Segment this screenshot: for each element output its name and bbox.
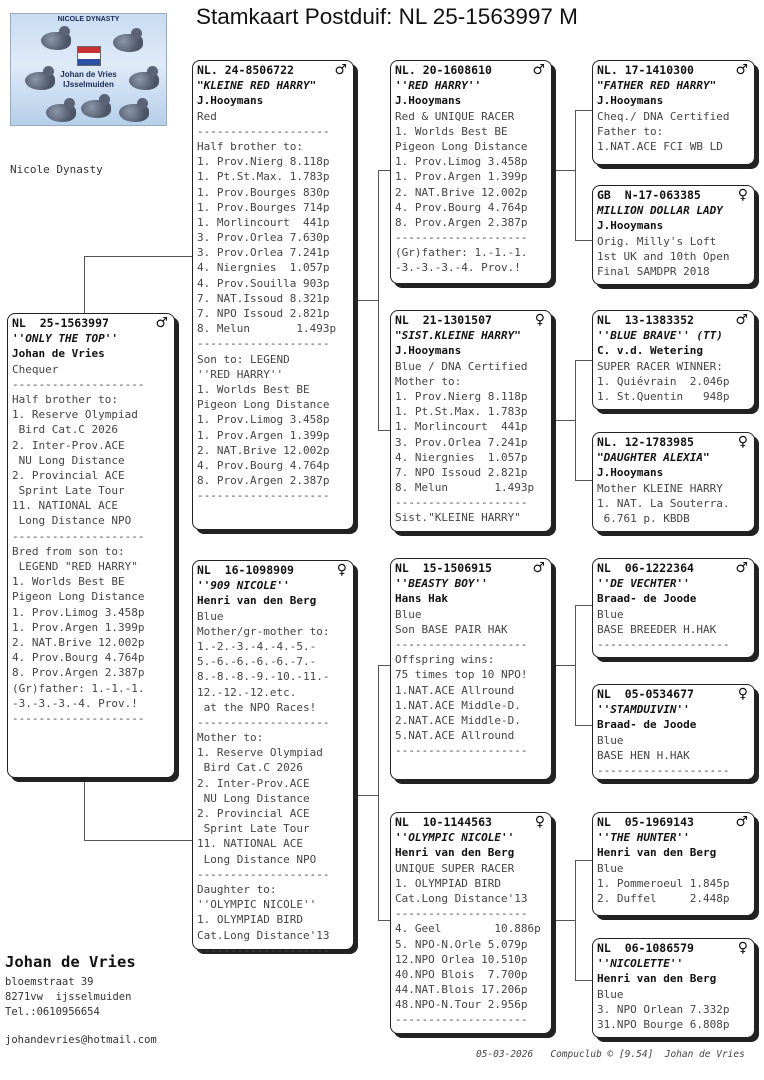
card-text-line: 8. Melun 1.493p	[395, 481, 535, 495]
ring-text: NL. 12-1783985	[597, 435, 694, 449]
card-text-line: UNIQUE SUPER RACER	[395, 861, 515, 875]
owner-phone: Tel.:0610956654	[5, 1006, 100, 1019]
ring-number	[597, 687, 750, 702]
card-text-line: --------------------	[12, 377, 145, 391]
breeder-name: Braad- de Joode	[597, 592, 697, 606]
ring-number	[597, 313, 750, 328]
card-text-line: Blue	[597, 607, 624, 621]
card-text-line: --------------------	[197, 943, 330, 957]
card-lines	[597, 702, 750, 778]
ring-number	[597, 435, 750, 450]
card-text-line: Bird Cat.C 2026	[12, 423, 118, 437]
card-text-line: Offspring wins:	[395, 653, 495, 667]
ring-number	[395, 815, 547, 830]
ring-text: GB N-17-063385	[597, 188, 701, 202]
card-text-line: Red & UNIQUE RACER	[395, 109, 515, 123]
print-info: 05-03-2026 Compuclub © [9.54] Johan de Vries	[476, 1049, 745, 1060]
card-text-line: 7. NPO Issoud 2.821p	[197, 307, 330, 320]
card-text-line: Half brother to:	[12, 392, 118, 406]
card-text-line: 2. NAT.Brive 12.002p	[395, 185, 528, 199]
card-text-line: ''RED HARRY''	[197, 367, 284, 381]
card-text-line: Sist."KLEINE HARRY"	[395, 511, 521, 525]
card-text-line: 1. St.Quentin 948p	[597, 389, 730, 403]
breeder-name: J.Hooymans	[597, 94, 664, 108]
card-text-line: 2. Provincial ACE	[12, 468, 125, 482]
card-text-line: Pigeon Long Distance	[197, 398, 330, 412]
card-text-line: 48.NPO-N.Tour 2.956p	[395, 998, 528, 1012]
card-text-line: Father to:	[597, 124, 664, 138]
card-text-line: at the NPO Races!	[197, 700, 317, 714]
breeder-name: J.Hooymans	[197, 94, 264, 108]
male-symbol-icon: ♂	[155, 315, 168, 331]
card-text-line: 4. Niergnies 1.057p	[197, 261, 330, 275]
card-text-line: 2. Inter-Prov.ACE	[12, 438, 125, 452]
card-text-line: --------------------	[12, 529, 145, 543]
female-symbol-icon: ♀	[737, 940, 748, 956]
ring-text: NL 05-1969143	[597, 815, 694, 829]
ring-text: NL 21-1301507	[395, 313, 492, 327]
pedigree-connector	[552, 665, 575, 666]
pedigree-connector	[378, 430, 390, 431]
pedigree-connector	[552, 420, 575, 421]
card-text-line: 8. Prov.Argen 2.387p	[197, 474, 330, 488]
pigeon-name: ''OLYMPIC NICOLE''	[395, 831, 515, 845]
card-text-line: Mother KLEINE HARRY	[597, 481, 723, 495]
male-symbol-icon: ♂	[334, 62, 347, 78]
card-text-line: Mother to:	[197, 731, 264, 745]
pigeon-card-fff	[592, 60, 755, 165]
card-text-line: Blue	[597, 987, 624, 1001]
logo-name: Johan de Vries	[60, 70, 117, 79]
card-text-line: 1. OLYMPIAD BIRD	[197, 913, 303, 927]
card-lines	[197, 78, 349, 503]
card-lines	[395, 78, 547, 275]
pedigree-connector	[575, 605, 592, 606]
ring-text: NL 06-1222364	[597, 561, 694, 575]
card-text-line: 1. Reserve Olympiad	[197, 746, 323, 760]
card-text-line: Daughter to:	[197, 882, 277, 896]
pedigree-connector	[378, 920, 390, 921]
ring-text: NL 15-1506915	[395, 561, 492, 575]
male-symbol-icon: ♂	[735, 312, 748, 328]
pigeon-name: ''ONLY THE TOP''	[12, 332, 118, 346]
card-text-line: Blue	[197, 609, 224, 623]
card-text-line: Blue / DNA Certified	[395, 359, 528, 373]
pigeon-icon	[113, 34, 143, 52]
breeder-name: J.Hooymans	[597, 466, 664, 480]
card-lines	[597, 203, 750, 279]
owner-email[interactable]: johandevries@hotmail.com	[5, 1034, 157, 1046]
owner-name: Johan de Vries	[5, 953, 136, 971]
pigeon-card-mff	[592, 558, 755, 658]
pedigree-connector	[575, 110, 576, 240]
male-symbol-icon: ♂	[532, 62, 545, 78]
pigeon-card-father	[192, 60, 354, 530]
ring-number	[597, 815, 750, 830]
card-text-line: Cat.Long Distance'13	[395, 891, 528, 905]
card-text-line: 8.-8.-8.-9.-10.-11.-	[197, 670, 330, 684]
ring-number	[597, 941, 750, 956]
pigeon-name: ''NICOLETTE''	[597, 957, 684, 971]
pedigree-connector	[378, 665, 390, 666]
card-text-line: 1.NAT.ACE Middle-D.	[395, 698, 521, 712]
ring-number	[395, 561, 547, 576]
pedigree-connector	[575, 360, 576, 480]
card-lines	[197, 578, 349, 958]
breeder-name: Henri van den Berg	[395, 846, 515, 860]
card-text-line: 4. Prov.Bourg 4.764p	[395, 200, 528, 214]
breeder-name: J.Hooymans	[597, 219, 664, 233]
card-text-line: --------------------	[597, 763, 730, 777]
pigeon-name: ''THE HUNTER''	[597, 831, 690, 845]
card-text-line: Son BASE PAIR HAK	[395, 622, 508, 636]
pedigree-connector	[552, 920, 575, 921]
card-text-line: --------------------	[395, 231, 528, 245]
card-text-line: 1. Pt.St.Max. 1.783p	[197, 170, 330, 184]
pedigree-connector	[378, 665, 379, 920]
owner-info	[5, 953, 136, 1021]
card-text-line: 1. Quiévrain 2.046p	[597, 374, 730, 388]
page-title: Stamkaart Postduif: NL 25-1563997 M	[196, 4, 578, 29]
breeder-name: J.Hooymans	[395, 344, 462, 358]
card-text-line: 4. Prov.Souilla 903p	[197, 276, 330, 290]
card-text-line: Bird Cat.C 2026	[197, 761, 303, 775]
card-text-line: 2.NAT.ACE Middle-D.	[395, 713, 521, 727]
card-text-line: 8. Prov.Argen 2.387p	[12, 666, 145, 680]
pedigree-connector	[378, 170, 379, 430]
card-text-line: --------------------	[197, 124, 330, 138]
card-text-line: 12.-12.-12.etc.	[197, 685, 297, 699]
ring-text: NL 13-1383352	[597, 313, 694, 327]
card-text-line: Long Distance NPO	[197, 852, 317, 866]
card-text-line: 1. NAT. La Souterra.	[597, 496, 730, 510]
ring-number	[197, 63, 349, 78]
card-text-line: Mother/gr-mother to:	[197, 624, 330, 638]
pedigree-connector	[575, 110, 592, 111]
pedigree-connector	[575, 480, 592, 481]
logo-title: NICOLE DYNASTY	[57, 16, 120, 23]
card-text-line: 1.NAT.ACE FCI WB LD	[597, 139, 723, 153]
card-text-line: 7. NPO Issoud 2.821p	[395, 465, 528, 479]
ring-text: NL. 17-1410300	[597, 63, 694, 77]
ring-text: NL. 24-8506722	[197, 63, 294, 77]
card-text-line: 4. Prov.Bourg 4.764p	[12, 651, 145, 665]
card-text-line: 1. Prov.Limog 3.458p	[395, 155, 528, 169]
pedigree-connector	[354, 795, 378, 796]
pigeon-name: ''RED HARRY''	[395, 79, 482, 93]
ring-text: NL 10-1144563	[395, 815, 492, 829]
card-text-line: 5.-6.-6.-6.-6.-7.-	[197, 655, 317, 669]
pigeon-name: ''BLUE BRAVE'' (TT)	[597, 329, 723, 343]
ring-number	[597, 188, 750, 203]
ring-text: NL 05-0534677	[597, 687, 694, 701]
male-symbol-icon: ♂	[735, 62, 748, 78]
card-text-line: Blue	[597, 733, 624, 747]
card-text-line: 2. Duffel 2.448p	[597, 891, 730, 905]
card-text-line: 11. NATIONAL ACE	[197, 837, 303, 851]
card-text-line: 1. Morlincourt 441p	[395, 420, 528, 434]
female-symbol-icon: ♀	[534, 814, 545, 830]
pigeon-icon	[129, 72, 159, 90]
ring-number	[395, 63, 547, 78]
card-text-line: 8. Prov.Argen 2.387p	[395, 215, 528, 229]
breeder-name: Johan de Vries	[12, 347, 105, 361]
card-text-line: --------------------	[597, 637, 730, 651]
card-text-line: 1. Prov.Limog 3.458p	[12, 605, 145, 619]
pigeon-name: ''DE VECHTER''	[597, 577, 690, 591]
card-text-line: 1. OLYMPIAD BIRD	[395, 876, 501, 890]
pigeon-card-ffm	[592, 185, 755, 285]
pigeon-card-fm	[390, 310, 552, 532]
ring-number	[395, 313, 547, 328]
female-symbol-icon: ♀	[336, 562, 347, 578]
card-text-line: --------------------	[197, 867, 330, 881]
breeder-name: Hans Hak	[395, 592, 448, 606]
card-text-line: 4. Prov.Bourg 4.764p	[197, 458, 330, 472]
card-text-line: 4. Geel 10.886p	[395, 922, 541, 936]
card-text-line: --------------------	[197, 337, 330, 351]
female-symbol-icon: ♀	[737, 686, 748, 702]
card-text-line: 1.NAT.ACE Allround	[395, 683, 515, 697]
card-text-line: (Gr)father: 1.-1.-1.	[395, 246, 528, 260]
breeder-name: Henri van den Berg	[597, 972, 717, 986]
pigeon-name: ''BEASTY BOY''	[395, 577, 488, 591]
card-text-line: NU Long Distance	[197, 791, 310, 805]
card-text-line: 1. Prov.Bourges 830p	[197, 185, 330, 199]
card-text-line: 4. Niergnies 1.057p	[395, 450, 528, 464]
card-text-line: BASE BREEDER H.HAK	[597, 622, 717, 636]
ring-text: NL 16-1098909	[197, 563, 294, 577]
nicole-dynasty-logo	[10, 13, 167, 126]
pedigree-connector	[378, 170, 390, 171]
pedigree-connector	[575, 725, 592, 726]
card-text-line: --------------------	[395, 907, 528, 921]
female-symbol-icon: ♀	[737, 434, 748, 450]
male-symbol-icon: ♂	[532, 560, 545, 576]
card-text-line: 1. Prov.Argen 1.399p	[197, 428, 330, 442]
card-text-line: 6.761 p. KBDB	[597, 511, 690, 525]
owner-address: bloemstraat 39	[5, 976, 94, 988]
card-text-line: --------------------	[395, 1013, 528, 1027]
card-text-line: -3.-3.-3.-4. Prov.!	[395, 261, 521, 275]
card-text-line: 1. Pommeroeul 1.845p	[597, 876, 730, 890]
card-lines	[597, 450, 750, 526]
card-text-line: --------------------	[197, 489, 330, 503]
card-text-line: 3. Prov.Orlea 7.630p	[197, 231, 330, 245]
pigeon-name: "KLEINE RED HARRY"	[197, 79, 317, 93]
pedigree-connector	[575, 980, 592, 981]
card-text-line: -3.-3.-3.-4. Prov.!	[12, 696, 138, 710]
ring-text: NL 06-1086579	[597, 941, 694, 955]
pedigree-connector	[575, 860, 592, 861]
card-text-line: (Gr)father: 1.-1.-1.	[12, 681, 145, 695]
card-text-line: 44.NAT.Blois 17.206p	[395, 983, 528, 997]
breeder-name: Henri van den Berg	[197, 594, 317, 608]
card-text-line: 7. NAT.Issoud 8.321p	[197, 291, 330, 305]
owner-city: 8271vw ijsselmuiden	[5, 991, 132, 1004]
pedigree-connector	[575, 860, 576, 980]
card-text-line: 5.NAT.ACE Allround	[395, 729, 515, 743]
pigeon-name: MILLION DOLLAR LADY	[597, 204, 723, 218]
card-text-line: Mother to:	[395, 374, 462, 388]
card-lines	[395, 328, 547, 525]
card-text-line: 1. Pt.St.Max. 1.783p	[395, 405, 528, 419]
flag-icon	[77, 46, 101, 66]
card-text-line: Chequer	[12, 362, 59, 376]
pigeon-icon	[46, 104, 76, 122]
card-lines	[12, 331, 170, 726]
card-text-line: Cat.Long Distance'13	[197, 928, 330, 942]
card-lines	[395, 576, 547, 758]
breeder-name: Braad- de Joode	[597, 718, 697, 732]
card-text-line: 75 times top 10 NPO!	[395, 668, 528, 682]
pigeon-card-mother	[192, 560, 354, 957]
pigeon-card-mf	[390, 558, 552, 780]
pedigree-connector	[84, 778, 85, 840]
card-text-line: 1. Worlds Best BE	[12, 575, 125, 589]
card-text-line: Bred from son to:	[12, 544, 125, 558]
pigeon-card-mm	[390, 812, 552, 1034]
card-lines	[597, 576, 750, 652]
card-text-line: 1. Prov.Argen 1.399p	[12, 620, 145, 634]
card-text-line: Blue	[597, 861, 624, 875]
card-text-line: 1. Prov.Argen 1.399p	[395, 170, 528, 184]
card-text-line: 1.-2.-3.-4.-4.-5.-	[197, 639, 317, 653]
card-text-line: 12.NPO Orlea 10.510p	[395, 952, 528, 966]
card-text-line: 3. Prov.Orlea 7.241p	[197, 246, 330, 260]
breeder-name: C. v.d. Wetering	[597, 344, 703, 358]
card-text-line: Half brother to:	[197, 139, 303, 153]
pigeon-card-mmm	[592, 938, 755, 1038]
card-text-line: --------------------	[395, 637, 528, 651]
card-text-line: 1. Worlds Best BE	[197, 382, 310, 396]
pedigree-connector	[575, 360, 592, 361]
card-lines	[597, 78, 750, 154]
male-symbol-icon: ♂	[735, 560, 748, 576]
card-text-line: 2. Inter-Prov.ACE	[197, 776, 310, 790]
card-text-line: 1. Prov.Nierg 8.118p	[197, 155, 330, 169]
card-text-line: Sprint Late Tour	[12, 484, 125, 498]
card-text-line: 1. Prov.Bourges 714p	[197, 200, 330, 214]
card-lines	[597, 328, 750, 404]
card-text-line: Pigeon Long Distance	[395, 139, 528, 153]
owner-tag: Nicole Dynasty	[10, 163, 103, 176]
pigeon-name: ''STAMDUIVIN''	[597, 703, 690, 717]
pigeon-name: "DAUGHTER ALEXIA"	[597, 451, 710, 465]
card-lines	[597, 830, 750, 906]
card-text-line: BASE HEN H.HAK	[597, 748, 690, 762]
card-text-line: 2. NAT.Brive 12.002p	[197, 443, 330, 457]
card-text-line: NU Long Distance	[12, 453, 125, 467]
card-text-line: 11. NATIONAL ACE	[12, 499, 118, 513]
card-lines	[597, 956, 750, 1032]
pigeon-icon	[41, 32, 71, 50]
card-text-line: 1. Morlincourt 441p	[197, 215, 330, 229]
card-text-line: --------------------	[12, 711, 145, 725]
card-text-line: Pigeon Long Distance	[12, 590, 145, 604]
male-symbol-icon: ♂	[735, 814, 748, 830]
pedigree-connector	[354, 300, 378, 301]
pigeon-icon	[119, 104, 149, 122]
pedigree-connector	[84, 840, 192, 841]
ring-text: NL 25-1563997	[12, 316, 109, 330]
card-text-line: 3. NPO Orlean 7.332p	[597, 1002, 730, 1016]
card-text-line: --------------------	[395, 744, 528, 758]
card-text-line: Long Distance NPO	[12, 514, 132, 528]
card-text-line: 1. Prov.Nierg 8.118p	[395, 389, 528, 403]
logo-place: IJsselmuiden	[63, 80, 114, 89]
card-text-line: Blue	[395, 607, 422, 621]
female-symbol-icon: ♀	[737, 187, 748, 203]
card-text-line: 2. NAT.Brive 12.002p	[12, 635, 145, 649]
breeder-name: Henri van den Berg	[597, 846, 717, 860]
pedigree-connector	[84, 256, 85, 313]
pigeon-name: ''909 NICOLE''	[197, 579, 290, 593]
ring-number	[12, 316, 170, 331]
card-text-line: --------------------	[395, 496, 528, 510]
pigeon-icon	[25, 72, 55, 90]
card-text-line: 3. Prov.Orlea 7.241p	[395, 435, 528, 449]
card-text-line: 2. Provincial ACE	[197, 807, 310, 820]
card-text-line: Cheq./ DNA Certified	[597, 109, 730, 123]
card-text-line: Orig. Milly's Loft	[597, 234, 717, 248]
pedigree-connector	[575, 240, 592, 241]
card-text-line: 1. Reserve Olympiad	[12, 408, 138, 422]
pedigree-connector	[575, 605, 576, 725]
card-text-line: Red	[197, 109, 217, 123]
card-text-line: 1st UK and 10th Open	[597, 249, 730, 263]
ring-text: NL. 20-1608610	[395, 63, 492, 77]
card-text-line: 31.NPO Bourge 6.808p	[597, 1017, 730, 1031]
pigeon-card-mfm	[592, 684, 755, 780]
pigeon-name: "FATHER RED HARRY"	[597, 79, 717, 93]
breeder-name: J.Hooymans	[395, 94, 462, 108]
card-text-line: LEGEND "RED HARRY"	[12, 560, 138, 573]
card-text-line: Sprint Late Tour	[197, 822, 310, 836]
pigeon-card-fmf	[592, 310, 755, 410]
pedigree-connector	[84, 256, 192, 257]
ring-number	[597, 63, 750, 78]
card-text-line: --------------------	[197, 715, 330, 729]
pigeon-name: "SIST.KLEINE HARRY"	[395, 329, 521, 343]
card-text-line: 40.NPO Blois 7.700p	[395, 967, 528, 981]
ring-number	[597, 561, 750, 576]
card-text-line: 8. Melun 1.493p	[197, 322, 337, 336]
card-text-line: Son to: LEGEND	[197, 352, 290, 366]
pigeon-card-fmm	[592, 432, 755, 532]
card-text-line: 1. Prov.Limog 3.458p	[197, 413, 330, 427]
ring-number	[197, 563, 349, 578]
card-lines	[395, 830, 547, 1027]
card-text-line: Final SAMDPR 2018	[597, 264, 710, 278]
pigeon-icon	[81, 100, 111, 118]
pedigree-connector	[552, 170, 575, 171]
pigeon-card-mmf	[592, 812, 755, 916]
pigeon-card-subject	[7, 313, 175, 778]
female-symbol-icon: ♀	[534, 312, 545, 328]
card-text-line: SUPER RACER WINNER:	[597, 359, 723, 373]
card-text-line: 1. Worlds Best BE	[395, 124, 508, 138]
pigeon-card-ff	[390, 60, 552, 284]
card-text-line: 5. NPO-N.Orle 5.079p	[395, 937, 528, 951]
card-text-line: ''OLYMPIC NICOLE''	[197, 898, 317, 912]
